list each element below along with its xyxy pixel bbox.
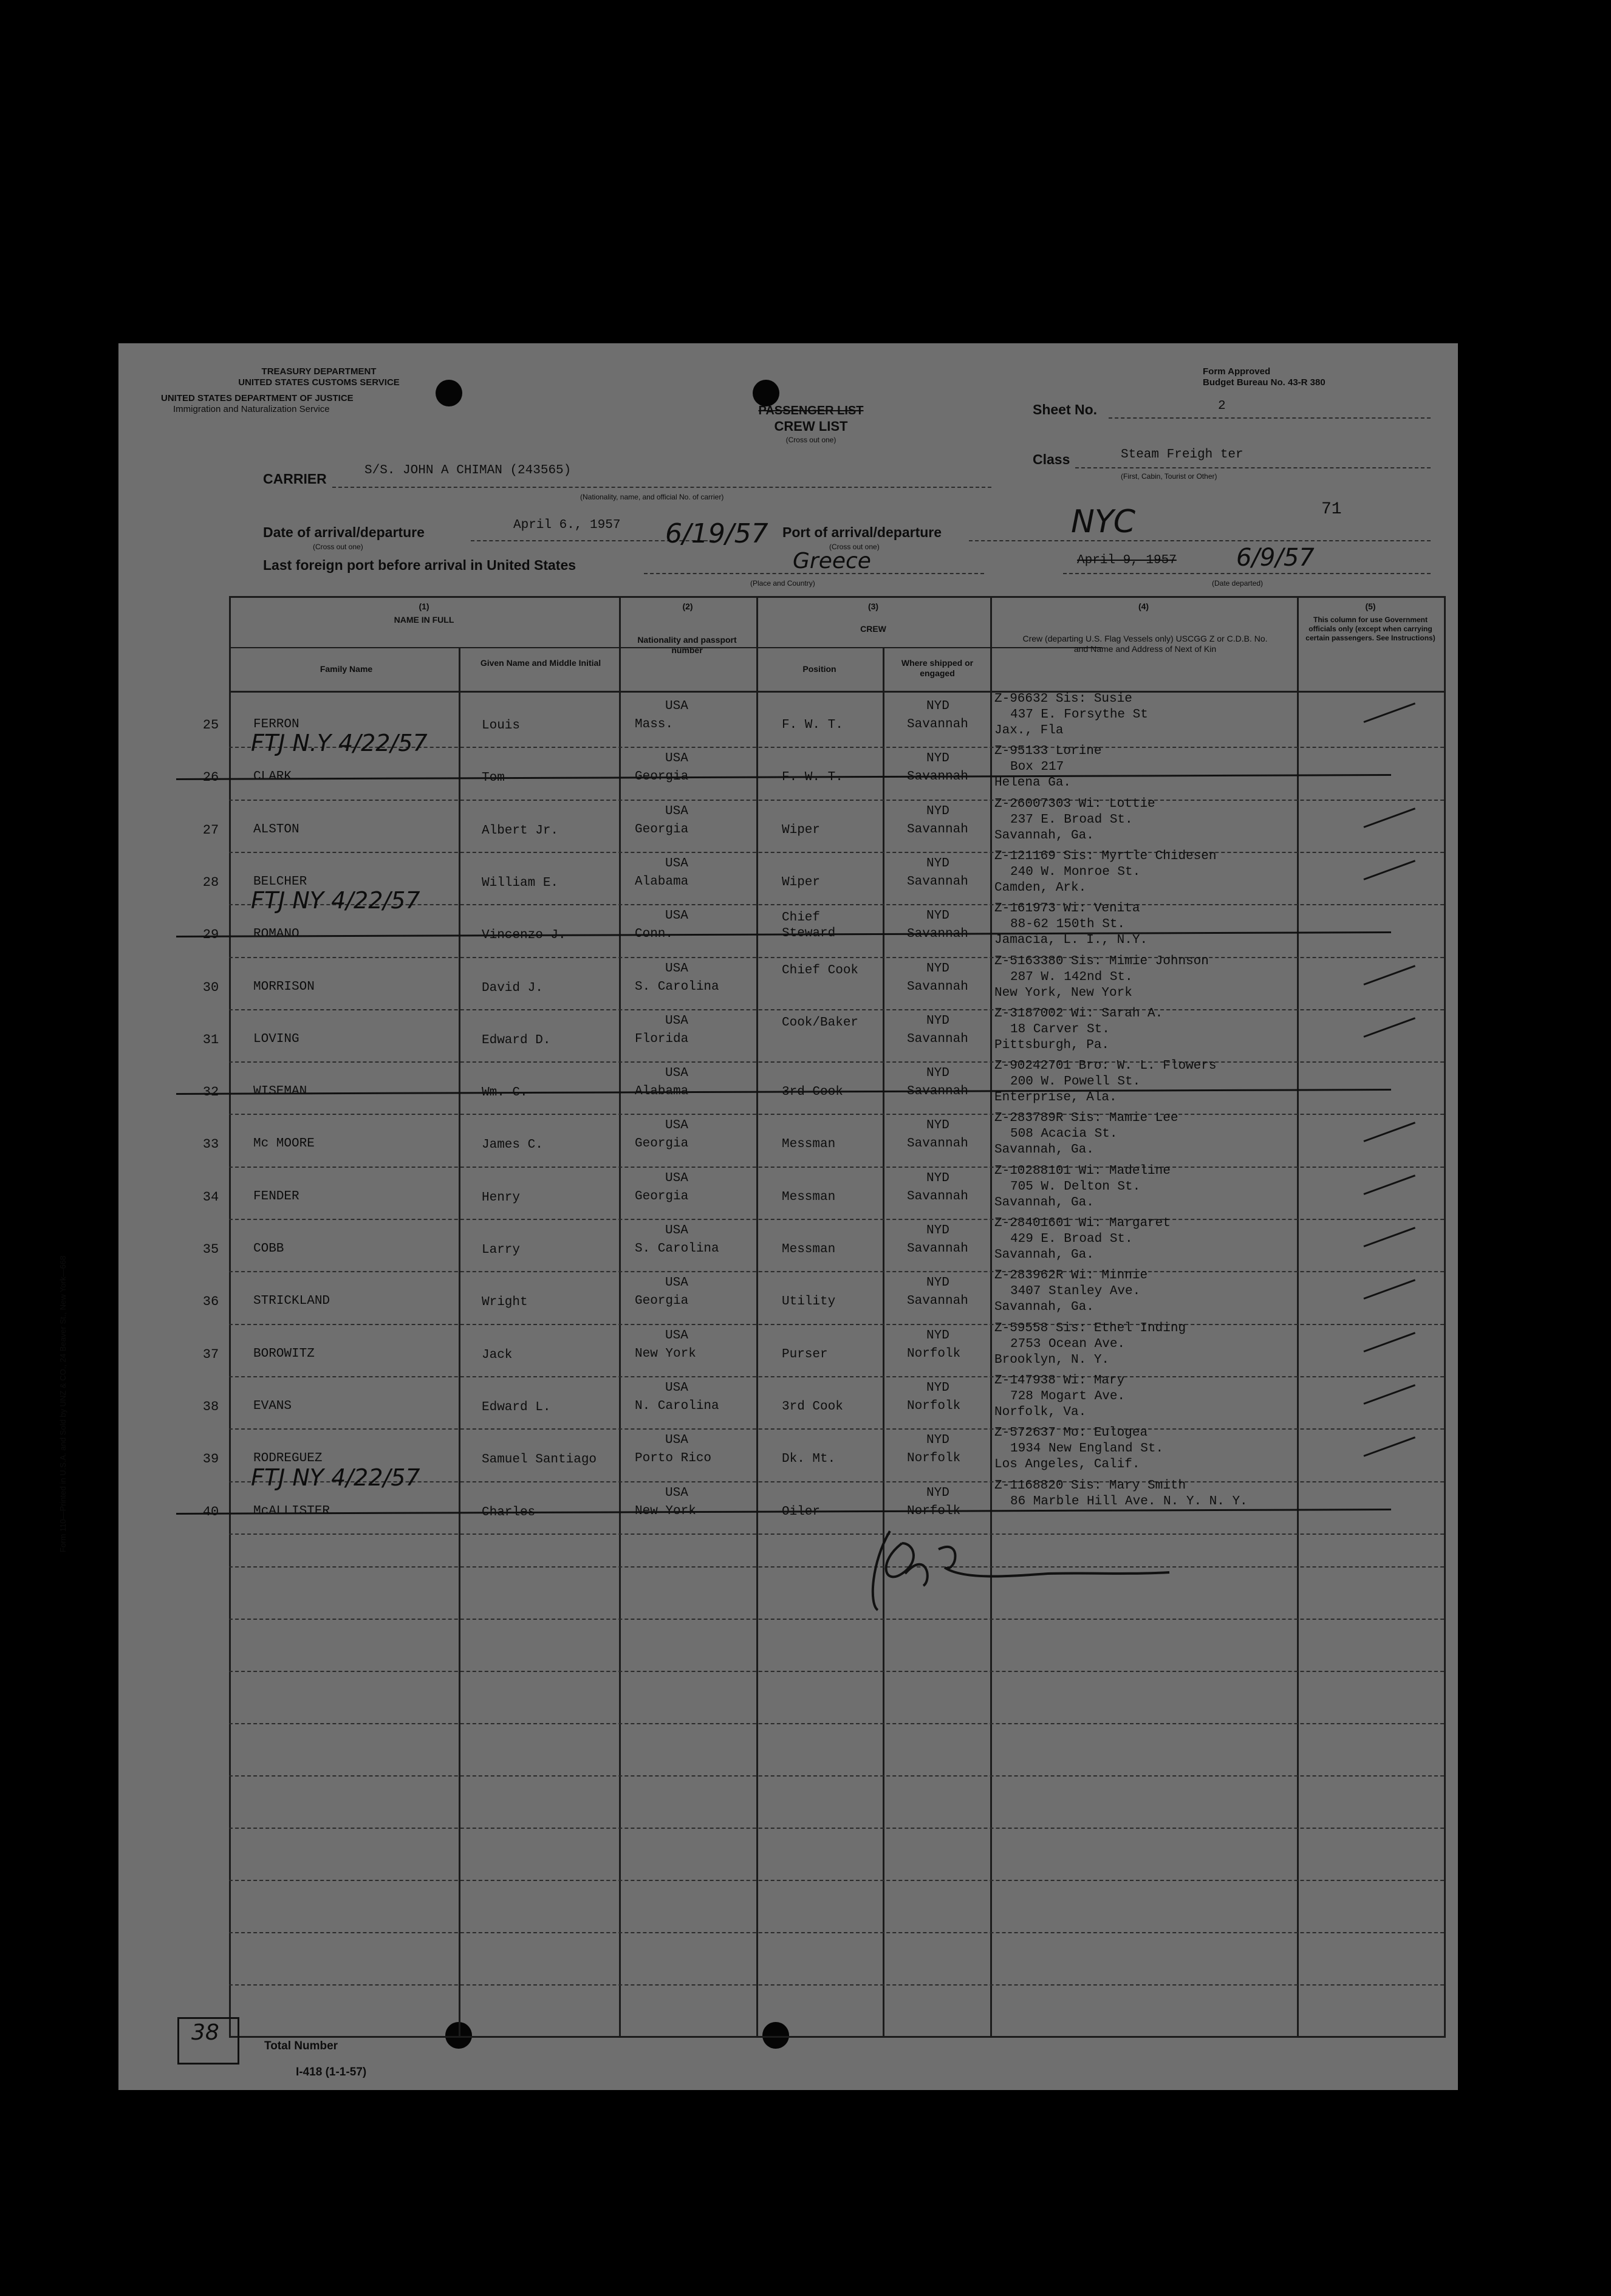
kin-line3: Jamacia, L. I., N.Y.: [994, 933, 1148, 948]
passport-country: USA: [665, 752, 688, 766]
row-separator: [229, 1428, 1444, 1430]
nationality-state: S. Carolina: [635, 979, 719, 994]
kin-line1: Z-96632 Sis: Susie: [994, 692, 1132, 706]
row-separator: [229, 1376, 1444, 1377]
family-name: BELCHER: [253, 874, 307, 889]
passport-country: USA: [665, 1276, 688, 1290]
col-position: Position: [802, 664, 836, 674]
sheet-value: 2: [1218, 399, 1226, 413]
check-mark: [1363, 1436, 1415, 1457]
nationality-state: N. Carolina: [635, 1399, 719, 1413]
given-name: Larry: [482, 1243, 521, 1257]
kin-line1: Z-283789R Sis: Mamie Lee: [994, 1111, 1178, 1126]
col4-number: (4): [1138, 601, 1149, 611]
kin-line1: Z-28401601 Wi: Margaret: [994, 1216, 1171, 1230]
kin-line2: 437 E. Forsythe St: [1010, 708, 1148, 722]
col1-title: NAME IN FULL: [394, 615, 454, 625]
crew-position: Messman: [782, 1190, 836, 1204]
shipped-at: NYD: [926, 804, 949, 818]
given-name: Wright: [482, 1295, 528, 1310]
departed-note: (Date departed): [1212, 579, 1264, 588]
col1-number: (1): [419, 601, 429, 611]
kin-line3: Enterprise, Ala.: [994, 1091, 1117, 1105]
given-name: Samuel Santiago: [482, 1453, 597, 1467]
engaged-port: Norfolk: [907, 1451, 961, 1466]
class-value: Steam Freigh ter: [1121, 448, 1243, 462]
kin-line3: Jax., Fla: [994, 724, 1064, 738]
check-mark: [1363, 1122, 1415, 1143]
given-name: Edward D.: [482, 1033, 551, 1047]
family-name: BOROWITZ: [253, 1346, 315, 1361]
kin-line2: 508 Acacia St.: [1010, 1127, 1118, 1142]
dept-ins: Immigration and Naturalization Service: [173, 404, 330, 414]
blank-row-line: [229, 1828, 1444, 1829]
row-number: 29: [202, 927, 219, 943]
shipped-at: NYD: [926, 1380, 949, 1395]
row-separator: [229, 1534, 1444, 1535]
nationality-state: New York: [635, 1346, 696, 1361]
engaged-port: Savannah: [907, 1294, 968, 1309]
row-number: 26: [202, 770, 219, 786]
nationality-state: S. Carolina: [635, 1242, 719, 1256]
family-name: WISEMAN: [253, 1085, 307, 1099]
kin-line3: Savannah, Ga.: [994, 1143, 1094, 1157]
signature: [866, 1519, 1206, 1622]
shipped-at: NYD: [926, 856, 949, 871]
check-mark: [1363, 1280, 1415, 1300]
row-number: 32: [202, 1085, 219, 1100]
kin-line2: 1934 New England St.: [1010, 1442, 1164, 1456]
crew-position: Dk. Mt.: [782, 1452, 836, 1467]
crew-position: Purser: [782, 1347, 828, 1362]
page-title: CREW LIST: [774, 419, 848, 434]
row-annotation: FTJ NY 4/22/57: [251, 887, 420, 914]
row-number: 27: [202, 822, 219, 838]
row-number: 40: [202, 1504, 219, 1520]
blank-row-line: [229, 1723, 1444, 1724]
kin-line1: Z-283962R Wi: Minnie: [994, 1269, 1148, 1283]
passport-country: USA: [665, 1013, 688, 1028]
row-separator: [229, 800, 1444, 801]
check-mark: [1363, 965, 1415, 985]
row-annotation: FTJ N.Y 4/22/57: [251, 730, 428, 757]
class-label: Class: [1033, 451, 1070, 467]
given-name: David J.: [482, 981, 543, 995]
nationality-state: Georgia: [635, 1294, 689, 1309]
side-print-note: Form 110—Printed in U.S.A. and Sold by UNZ & CO., 24 Beaver St., New York—668: [58, 1255, 67, 1552]
kin-line2: 88-62 150th St.: [1010, 917, 1126, 932]
kin-line2: 2753 Ocean Ave.: [1010, 1337, 1126, 1351]
check-mark: [1363, 1174, 1415, 1195]
kin-line2: 18 Carver St.: [1010, 1022, 1110, 1037]
date-handwritten: 6/19/57: [665, 518, 768, 549]
passport-country: USA: [665, 1486, 688, 1500]
departed-handwritten: 6/9/57: [1236, 544, 1315, 572]
crew-position: Messman: [782, 1137, 836, 1152]
passport-country: USA: [665, 1066, 688, 1081]
row-separator: [229, 1271, 1444, 1272]
engaged-port: Savannah: [907, 874, 968, 889]
family-name: ROMANO: [253, 927, 299, 942]
check-mark: [1363, 860, 1415, 880]
passport-country: USA: [665, 961, 688, 976]
passport-country: USA: [665, 699, 688, 713]
given-name: James C.: [482, 1138, 543, 1153]
punch-hole: [753, 380, 779, 406]
kin-line2: 429 E. Broad St.: [1010, 1232, 1133, 1246]
carrier-note: (Nationality, name, and official No. of carrier): [580, 493, 724, 501]
row-number: 31: [202, 1032, 219, 1047]
crew-position: Chief: [782, 911, 821, 925]
crew-list-form: [58, 343, 1458, 2090]
family-name: EVANS: [253, 1399, 292, 1413]
punch-hole: [762, 2022, 789, 2049]
form-number: I-418 (1-1-57): [296, 2066, 367, 2078]
given-name: Jack: [482, 1348, 513, 1362]
engaged-port: Savannah: [907, 979, 968, 994]
given-name: Henry: [482, 1190, 521, 1205]
shipped-at: NYD: [926, 909, 949, 924]
row-separator: [229, 1061, 1444, 1063]
given-name: William E.: [482, 876, 559, 890]
kin-line2: 287 W. 142nd St.: [1010, 970, 1133, 984]
col5-title: This column for use Government officials only (except when carrying certain passengers. See Instructions): [1305, 615, 1435, 642]
kin-line3: Los Angeles, Calif.: [994, 1458, 1140, 1472]
crew-position: Messman: [782, 1242, 836, 1256]
kin-line1: Z-161973 Wi: Venita: [994, 902, 1140, 916]
kin-line2: 240 W. Monroe St.: [1010, 865, 1141, 879]
kin-line1: Z-1168820 Sis: Mary Smith: [994, 1478, 1186, 1493]
shipped-at: NYD: [926, 1013, 949, 1028]
nationality-state: Mass.: [635, 718, 674, 732]
row-number: 33: [202, 1137, 219, 1153]
port-note: (Cross out one): [829, 543, 880, 551]
row-number: 28: [202, 874, 219, 890]
last-port-label: Last foreign port before arrival in United States: [263, 557, 576, 573]
passport-country: USA: [665, 1328, 688, 1343]
row-number: 35: [202, 1242, 219, 1257]
blank-row-line: [229, 1671, 1444, 1672]
row-separator: [229, 957, 1444, 958]
shipped-at: NYD: [926, 961, 949, 976]
family-name: COBB: [253, 1242, 284, 1256]
kin-line3: Helena Ga.: [994, 776, 1072, 790]
given-name: Edward L.: [482, 1400, 551, 1414]
engaged-port: Savannah: [907, 1032, 968, 1046]
col4-title: Crew (departing U.S. Flag Vessels only) USCGG Z or C.D.B. No. and Name and Address of Next of Kin: [1022, 634, 1268, 654]
port-handwritten: NYC: [1071, 504, 1136, 540]
passport-country: USA: [665, 909, 688, 924]
check-mark: [1363, 1384, 1415, 1405]
check-mark: [1363, 1017, 1415, 1038]
kin-line1: Z-147938 Wi: Mary: [994, 1373, 1125, 1388]
family-name: FERRON: [253, 718, 299, 732]
kin-line3: Norfolk, Va.: [994, 1405, 1087, 1419]
kin-line1: Z-572637 Mo: Eulogea: [994, 1426, 1148, 1441]
col2-number: (2): [682, 601, 693, 611]
shipped-at: NYD: [926, 1066, 949, 1081]
blank-row-line: [229, 1984, 1444, 1986]
shipped-at: NYD: [926, 699, 949, 713]
shipped-at: NYD: [926, 752, 949, 766]
total-value: 38: [191, 2020, 219, 2045]
row-number: 34: [202, 1189, 219, 1205]
date-note: (Cross out one): [313, 543, 363, 551]
shipped-at: NYD: [926, 1119, 949, 1133]
blank-row-line: [229, 1880, 1444, 1881]
title-note: (Cross out one): [785, 436, 836, 444]
carrier-label: CARRIER: [263, 471, 327, 487]
crew-position: Chief Cook: [782, 963, 859, 978]
col-given-name: Given Name and Middle Initial: [480, 658, 601, 668]
engaged-port: Norfolk: [907, 1399, 961, 1413]
title-passenger-list: PASSENGER LIST: [758, 404, 864, 417]
dept-customs: UNITED STATES CUSTOMS SERVICE: [238, 377, 400, 388]
total-label: Total Number: [264, 2040, 338, 2052]
shipped-at: NYD: [926, 1433, 949, 1448]
check-mark: [1363, 807, 1415, 828]
engaged-port: Savannah: [907, 1189, 968, 1204]
kin-line1: Z-90242701 Bro: W. L. Flowers: [994, 1059, 1217, 1074]
form-approved: Form Approved: [1203, 366, 1271, 377]
crew-position: Wiper: [782, 823, 821, 837]
nationality-state: Alabama: [635, 874, 689, 889]
row-separator: [229, 1219, 1444, 1220]
date-value: April 6., 1957: [513, 518, 621, 532]
nationality-state: Porto Rico: [635, 1451, 712, 1466]
nationality-state: Georgia: [635, 1137, 689, 1151]
shipped-at: NYD: [926, 1224, 949, 1238]
kin-line1: Z-59558 Sis: Ethel Inding: [994, 1321, 1186, 1335]
kin-line2: Box 217: [1010, 760, 1064, 775]
passport-country: USA: [665, 1433, 688, 1448]
passport-country: USA: [665, 1380, 688, 1395]
last-port-handwritten: Greece: [793, 549, 871, 574]
kin-line1: Z-5163380 Sis: Mimie Johnson: [994, 954, 1209, 968]
kin-line1: Z-121169 Sis: Myrtle Chidesen: [994, 849, 1217, 863]
shipped-at: NYD: [926, 1486, 949, 1500]
kin-line3: Pittsburgh, Pa.: [994, 1038, 1110, 1052]
nationality-state: Georgia: [635, 822, 689, 837]
row-number: 36: [202, 1294, 219, 1310]
blank-row-line: [229, 1566, 1444, 1568]
class-note: (First, Cabin, Tourist or Other): [1121, 472, 1217, 481]
kin-line1: Z-95133 Lorine: [994, 744, 1102, 759]
dept-treasury: TREASURY DEPARTMENT: [261, 366, 377, 377]
carrier-value: S/S. JOHN A CHIMAN (243565): [364, 464, 572, 478]
sheet-label: Sheet No.: [1033, 402, 1098, 417]
family-name: CLARK: [253, 770, 292, 784]
row-annotation: FTJ NY 4/22/57: [251, 1464, 420, 1491]
kin-line2: 705 W. Delton St.: [1010, 1179, 1141, 1194]
kin-line3: Savannah, Ga.: [994, 828, 1094, 843]
row-separator: [229, 1009, 1444, 1010]
col3-number: (3): [867, 601, 879, 611]
date-label: Date of arrival/departure: [263, 524, 425, 540]
engaged-port: Savannah: [907, 1137, 968, 1151]
col-where-shipped: Where shipped or engaged: [901, 658, 974, 678]
engaged-port: Savannah: [907, 718, 968, 732]
kin-line2: 237 E. Broad St.: [1010, 812, 1133, 827]
kin-line3: Savannah, Ga.: [994, 1195, 1094, 1210]
family-name: ALSTON: [253, 822, 299, 837]
given-name: Albert Jr.: [482, 823, 559, 838]
shipped-at: NYD: [926, 1328, 949, 1343]
engaged-port: Norfolk: [907, 1346, 961, 1361]
row-separator: [229, 1114, 1444, 1115]
check-mark: [1363, 702, 1415, 723]
family-name: LOVING: [253, 1032, 299, 1046]
check-mark: [1363, 1227, 1415, 1247]
budget-bureau: Budget Bureau No. 43-R 380: [1203, 377, 1325, 388]
passport-country: USA: [665, 804, 688, 818]
nationality-state: Florida: [635, 1032, 689, 1046]
engaged-port: Savannah: [907, 822, 968, 837]
kin-line3: Camden, Ark.: [994, 880, 1087, 895]
given-name: Louis: [482, 719, 521, 733]
passport-country: USA: [665, 856, 688, 871]
crew-position: Cook/Baker: [782, 1015, 859, 1030]
crew-position: Utility: [782, 1295, 836, 1309]
family-name: FENDER: [253, 1189, 299, 1204]
kin-line2: 3407 Stanley Ave.: [1010, 1284, 1141, 1299]
shipped-at: NYD: [926, 1276, 949, 1290]
check-mark: [1363, 1332, 1415, 1352]
family-name: Mc MOORE: [253, 1137, 315, 1151]
row-separator: [229, 852, 1444, 853]
nationality-state: Georgia: [635, 1189, 689, 1204]
dept-justice: UNITED STATES DEPARTMENT OF JUSTICE: [161, 393, 354, 403]
family-name: RODREGUEZ: [253, 1451, 323, 1466]
crew-position: 3rd Cook: [782, 1399, 843, 1414]
sheet-number-71: 71: [1321, 500, 1342, 519]
crew-position: F. W. T.: [782, 718, 843, 732]
kin-line3: Savannah, Ga.: [994, 1300, 1094, 1315]
row-number: 37: [202, 1346, 219, 1362]
kin-line3: Savannah, Ga.: [994, 1248, 1094, 1262]
col5-number: (5): [1365, 601, 1376, 611]
kin-line3: New York, New York: [994, 985, 1132, 1000]
row-separator: [229, 1324, 1444, 1325]
passport-country: USA: [665, 1224, 688, 1238]
kin-line2: 200 W. Powell St.: [1010, 1075, 1141, 1089]
departed-value: April 9, 1957: [1077, 553, 1177, 567]
family-name: STRICKLAND: [253, 1294, 330, 1309]
crew-position: Wiper: [782, 875, 821, 889]
kin-line2: 86 Marble Hill Ave. N. Y. N. Y.: [1010, 1494, 1248, 1509]
kin-line1: Z-10288101 Wi: Madeline: [994, 1163, 1171, 1178]
kin-line2: 728 Mogart Ave.: [1010, 1389, 1126, 1403]
family-name: McALLISTER: [253, 1504, 330, 1518]
blank-row-line: [229, 1932, 1444, 1933]
row-separator: [229, 1167, 1444, 1168]
family-name: MORRISON: [253, 979, 315, 994]
blank-row-line: [229, 1775, 1444, 1777]
row-number: 25: [202, 718, 219, 733]
row-number: 38: [202, 1399, 219, 1414]
blank-row-line: [229, 1619, 1444, 1620]
engaged-port: Savannah: [907, 1242, 968, 1256]
col-family-name: Family Name: [320, 664, 373, 674]
passport-country: USA: [665, 1119, 688, 1133]
col2-title: Nationality and passport number: [637, 635, 737, 655]
shipped-at: NYD: [926, 1171, 949, 1185]
kin-line1: Z-3187002 Wi: Sarah A.: [994, 1006, 1163, 1021]
place-note: (Place and Country): [750, 579, 815, 588]
port-label: Port of arrival/departure: [782, 524, 942, 540]
kin-line1: Z-26007303 Wi: Lottie: [994, 797, 1155, 811]
row-number: 39: [202, 1451, 219, 1467]
row-number: 30: [202, 979, 219, 995]
kin-line3: Brooklyn, N. Y.: [994, 1352, 1110, 1367]
col3-title: CREW: [860, 624, 886, 634]
passport-country: USA: [665, 1171, 688, 1185]
